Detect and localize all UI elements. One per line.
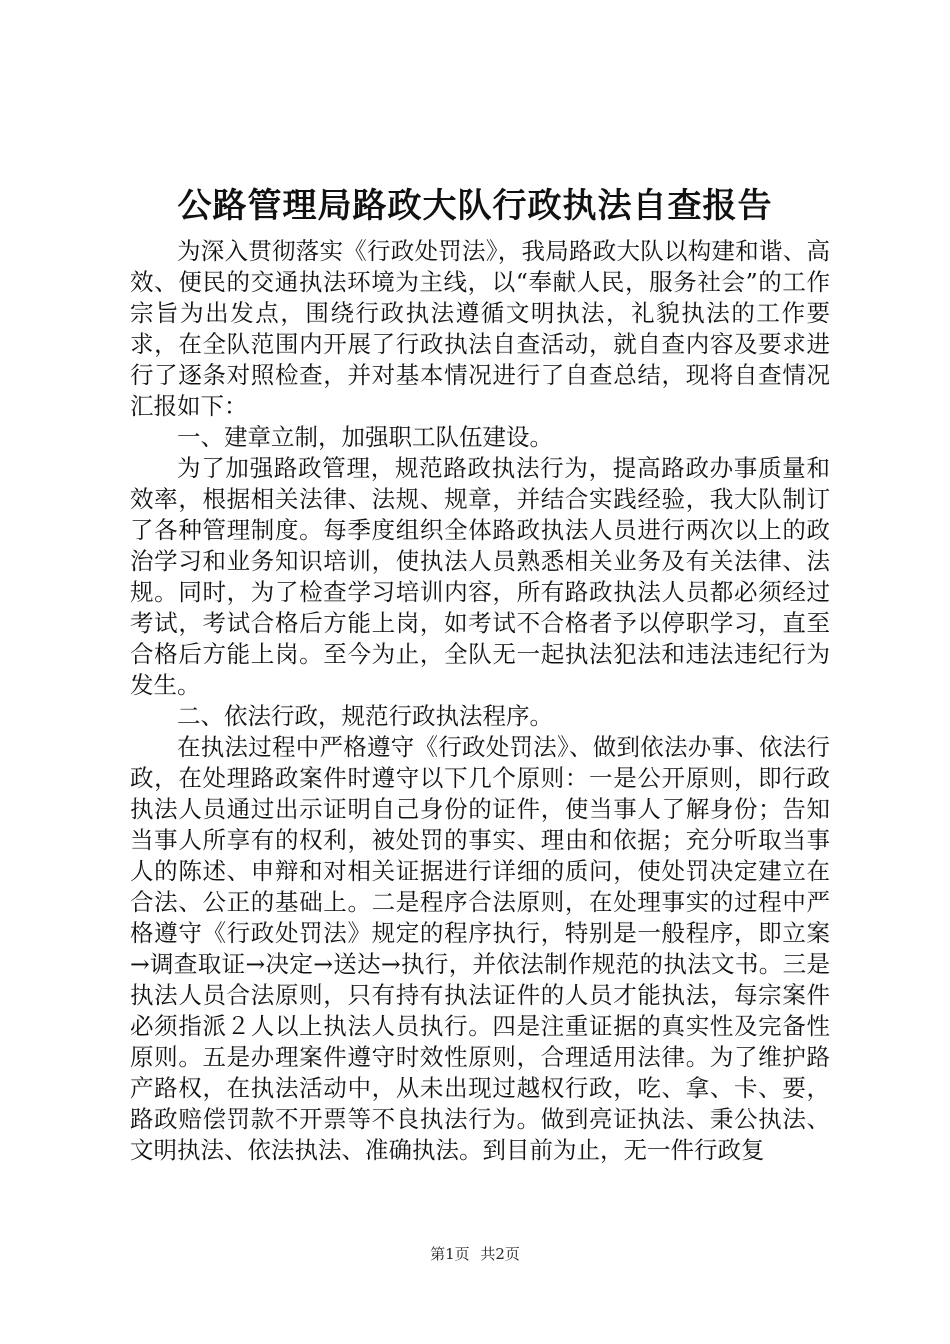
section-heading-2: 二、依法行政，规范行政执法程序。 (177, 702, 553, 730)
document-body (130, 236, 830, 1166)
section-2-paragraph: 在执法过程中严格遵守《行政处罚法》、做到依法办事、依法行政，在处理路政案件时遵守以下几个原则：一是公开原则，即行政执法人员通过出示证明自己身份的证件，使当事人了解身份；告知当事人所享有的权利，被处罚的事实、理由和依据；充分听取当事人的陈述、申辩和对相关证据进行详细的质问，使处罚决定建立在合法、公正的基础上。二是程序合法原则，在处理事实的过程中严格遵守《行政处罚法》规定的程序执行，特别是一般程序，即立案→调查取证→决定→送达→执行，并依法制作规范的执法文书。三是执法人员合法原则，只有持有执法证件的人员才能执法，每宗案件必须指派２人以上执法人员执行。四是注重证据的真实性及完备性原则。五是办理案件遵守时效性原则，合理适用法律。为了维护路产路权，在执法活动中，从未出现过越权行政，吃、拿、卡、要，路政赔偿罚款不开票等不良执法行为。做到亮证执法、秉公执法、文明执法、依法执法、准确执法。到目前为止，无一件行政复 (130, 733, 830, 1164)
intro-paragraph: 为深入贯彻落实《行政处罚法》，我局路政大队以构建和谐、高效、便民的交通执法环境为主线，以“奉献人民，服务社会”的工作宗旨为出发点，围绕行政执法遵循文明执法，礼貌执法的工作要求，在全队范围内开展了行政执法自查活动，就自查内容及要求进行了逐条对照检查，并对基本情况进行了自查总结，现将自查情况汇报如下： (130, 237, 830, 420)
document-title: 公路管理局路政大队行政执法自查报告 (177, 186, 773, 226)
section-heading-1: 一、建章立制，加强职工队伍建设。 (177, 423, 553, 451)
page-number: 第1页 (430, 1245, 470, 1263)
page-footer (0, 1244, 950, 1264)
page-total: 共2页 (480, 1245, 520, 1263)
section-1-paragraph: 为了加强路政管理，规范路政执法行为，提高路政办事质量和效率，根据相关法律、法规、规章，并结合实践经验，我大队制订了各种管理制度。每季度组织全体路政执法人员进行两次以上的政治学习和业务知识培训，使执法人员熟悉相关业务及有关法律、法规。同时，为了检查学习培训内容，所有路政执法人员都必须经过考试，考试合格后方能上岗，如考试不合格者予以停职学习，直至合格后方能上岗。至今为止，全队无一起执法犯法和违法违纪行为发生。 (130, 454, 830, 699)
